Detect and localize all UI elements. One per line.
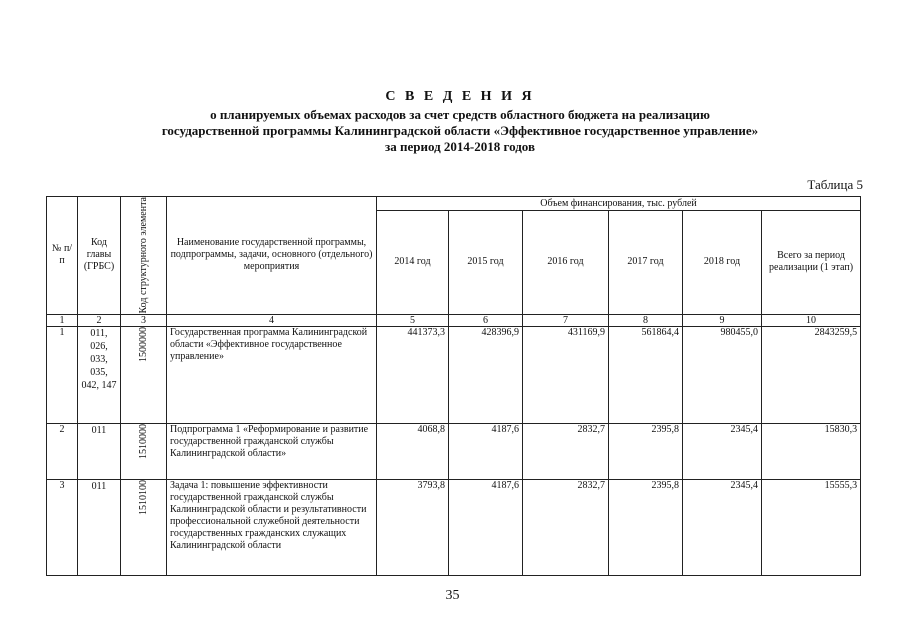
table-row [47,326,861,423]
row-element-code: 1510000 [138,423,149,459]
header-code: Код главы (ГРБС) [78,197,121,315]
document-heading [60,89,860,155]
column-number: 1 [47,314,78,326]
row-2015: 428396,9 [449,326,523,423]
column-number: 10 [762,314,861,326]
row-2016: 2832,7 [523,423,609,479]
heading-line-3: за период 2014-2018 годов [385,139,535,154]
budget-table [46,196,861,576]
row-2017: 2395,8 [609,479,683,575]
row-2016: 431169,9 [523,326,609,423]
header-funding: Объем финансирования, тыс. рублей [377,197,861,211]
row-name: Подпрограмма 1 «Реформирование и развитие государственной гражданской службы Калининградской области» [167,423,377,479]
row-total: 2843259,5 [762,326,861,423]
row-total: 15830,3 [762,423,861,479]
row-2018: 2345,4 [683,423,762,479]
header-2014: 2014 год [377,211,449,314]
header-name: Наименование государственной программы, подпрограммы, задачи, основного (отдельного) мероприятия [167,197,377,315]
page-number: 35 [445,588,460,603]
column-number-row [47,314,861,326]
row-2014: 441373,3 [377,326,449,423]
header-2018: 2018 год [683,211,762,314]
header-element-label: Код структурного элемента [138,197,149,314]
header-2016: 2016 год [523,211,609,314]
header-2017: 2017 год [609,211,683,314]
row-2017: 561864,4 [609,326,683,423]
header-total: Всего за период реализации (1 этап) [762,211,861,314]
row-2015: 4187,6 [449,479,523,575]
row-2014: 4068,8 [377,423,449,479]
column-number: 3 [121,314,167,326]
row-element [121,479,167,575]
table-row [47,423,861,479]
heading-line-1: о планируемых объемах расходов за счет средств областного бюджета на реализацию [210,107,710,122]
column-number: 2 [78,314,121,326]
column-number: 8 [609,314,683,326]
row-code: 011, 026, 033, 035, 042, 147 [78,326,121,423]
row-element-code: 1500000 [138,326,149,362]
row-2018: 2345,4 [683,479,762,575]
row-num: 3 [47,479,78,575]
row-2016: 2832,7 [523,479,609,575]
row-2015: 4187,6 [449,423,523,479]
heading-line-2: государственной программы Калининградской области «Эффективное государственное управление» [161,123,759,138]
row-element [121,423,167,479]
row-element [121,326,167,423]
column-number: 4 [167,314,377,326]
row-2018: 980455,0 [683,326,762,423]
row-num: 2 [47,423,78,479]
header-2015: 2015 год [449,211,523,314]
header-num: № п/п [47,197,78,315]
row-code: 011 [78,479,121,575]
row-total: 15555,3 [762,479,861,575]
column-number: 6 [449,314,523,326]
header-element [121,197,167,315]
row-code: 011 [78,423,121,479]
row-2017: 2395,8 [609,423,683,479]
column-number: 9 [683,314,762,326]
table-caption: Таблица 5 [807,177,863,192]
column-number: 7 [523,314,609,326]
document-title: С В Е Д Е Н И Я [385,89,535,104]
row-2014: 3793,8 [377,479,449,575]
table-row [47,479,861,575]
row-num: 1 [47,326,78,423]
row-name: Государственная программа Калининградской области «Эффективное государственное управление» [167,326,377,423]
column-number: 5 [377,314,449,326]
row-element-code: 1510100 [138,479,149,515]
row-name: Задача 1: повышение эффективности государственной гражданской службы Калининградской области и результативности профессиональной служебной деятельности государственных гражданских служащих Калининградской области [167,479,377,575]
